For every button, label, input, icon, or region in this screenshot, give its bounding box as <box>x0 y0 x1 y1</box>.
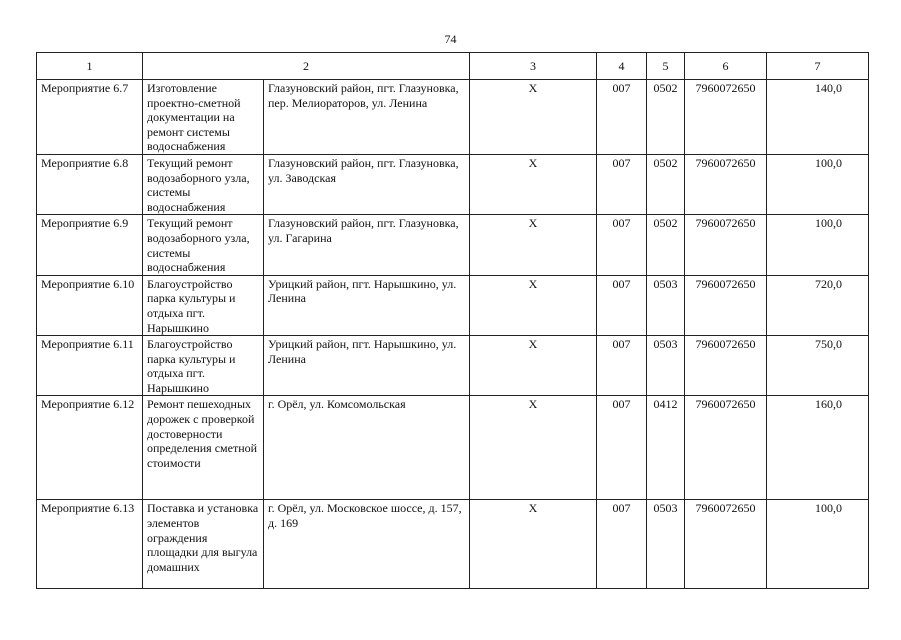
column-header-1: 1 <box>37 53 143 80</box>
table-row <box>37 215 869 275</box>
amount-value: 140,0 <box>767 80 869 155</box>
measure-name: Мероприятие 6.7 <box>37 80 143 155</box>
column-4-value: 007 <box>597 396 647 500</box>
measure-description: Текущий ремонт водозаборного узла, системы водоснабжения <box>143 154 264 214</box>
amount-value: 720,0 <box>767 275 869 335</box>
measure-address: Урицкий район, пгт. Нарышкино, ул. Ленина <box>264 336 470 396</box>
measure-name: Мероприятие 6.8 <box>37 154 143 214</box>
amount-value: 100,0 <box>767 154 869 214</box>
column-3-value: X <box>470 500 597 589</box>
column-3-value: X <box>470 80 597 155</box>
column-5-value: 0412 <box>647 396 685 500</box>
header-row <box>37 53 869 80</box>
column-header-3: 3 <box>470 53 597 80</box>
column-5-value: 0503 <box>647 336 685 396</box>
column-5-value: 0502 <box>647 215 685 275</box>
table-row <box>37 336 869 396</box>
column-5-value: 0502 <box>647 80 685 155</box>
measure-description: Ремонт пешеходных дорожек с проверкой достоверности определения сметной стоимости <box>143 396 264 500</box>
column-3-value: X <box>470 215 597 275</box>
table-row <box>37 80 869 155</box>
column-header-2: 2 <box>143 53 470 80</box>
table-row <box>37 275 869 335</box>
measure-name: Мероприятие 6.10 <box>37 275 143 335</box>
measure-description: Благоустройство парка культуры и отдыха пгт. Нарышкино <box>143 336 264 396</box>
column-4-value: 007 <box>597 336 647 396</box>
amount-value: 160,0 <box>767 396 869 500</box>
column-4-value: 007 <box>597 154 647 214</box>
measure-name: Мероприятие 6.9 <box>37 215 143 275</box>
column-6-value: 7960072650 <box>685 500 767 589</box>
column-6-value: 7960072650 <box>685 80 767 155</box>
column-6-value: 7960072650 <box>685 215 767 275</box>
column-4-value: 007 <box>597 275 647 335</box>
measure-address: Глазуновский район, пгт. Глазуновка, ул. Заводская <box>264 154 470 214</box>
measure-name: Мероприятие 6.11 <box>37 336 143 396</box>
column-6-value: 7960072650 <box>685 154 767 214</box>
column-5-value: 0503 <box>647 500 685 589</box>
measure-address: Урицкий район, пгт. Нарышкино, ул. Ленина <box>264 275 470 335</box>
table-row <box>37 500 869 589</box>
column-6-value: 7960072650 <box>685 396 767 500</box>
column-3-value: X <box>470 154 597 214</box>
measure-description: Благоустройство парка культуры и отдыха пгт. Нарышкино <box>143 275 264 335</box>
amount-value: 100,0 <box>767 500 869 589</box>
column-header-6: 6 <box>685 53 767 80</box>
measure-address: Глазуновский район, пгт. Глазуновка, пер. Мелиораторов, ул. Ленина <box>264 80 470 155</box>
amount-value: 750,0 <box>767 336 869 396</box>
column-4-value: 007 <box>597 80 647 155</box>
column-3-value: X <box>470 396 597 500</box>
column-3-value: X <box>470 336 597 396</box>
measure-address: г. Орёл, ул. Московское шоссе, д. 157, д. 169 <box>264 500 470 589</box>
measure-description: Изготовление проектно-сметной документации на ремонт системы водоснабжения <box>143 80 264 155</box>
column-header-4: 4 <box>597 53 647 80</box>
measure-address: г. Орёл, ул. Комсомольская <box>264 396 470 500</box>
column-header-5: 5 <box>647 53 685 80</box>
column-3-value: X <box>470 275 597 335</box>
measure-address: Глазуновский район, пгт. Глазуновка, ул. Гагарина <box>264 215 470 275</box>
measure-name: Мероприятие 6.13 <box>37 500 143 589</box>
column-4-value: 007 <box>597 500 647 589</box>
measure-description: Поставка и установка элементов ограждения площадки для выгула домашних <box>143 500 264 589</box>
amount-value: 100,0 <box>767 215 869 275</box>
table-row <box>37 154 869 214</box>
budget-table <box>36 52 869 589</box>
column-header-7: 7 <box>767 53 869 80</box>
measure-description: Текущий ремонт водозаборного узла, системы водоснабжения <box>143 215 264 275</box>
column-4-value: 007 <box>597 215 647 275</box>
column-6-value: 7960072650 <box>685 336 767 396</box>
column-5-value: 0503 <box>647 275 685 335</box>
column-6-value: 7960072650 <box>685 275 767 335</box>
page-number: 74 <box>444 32 457 46</box>
table-row <box>37 396 869 500</box>
measure-name: Мероприятие 6.12 <box>37 396 143 500</box>
column-5-value: 0502 <box>647 154 685 214</box>
